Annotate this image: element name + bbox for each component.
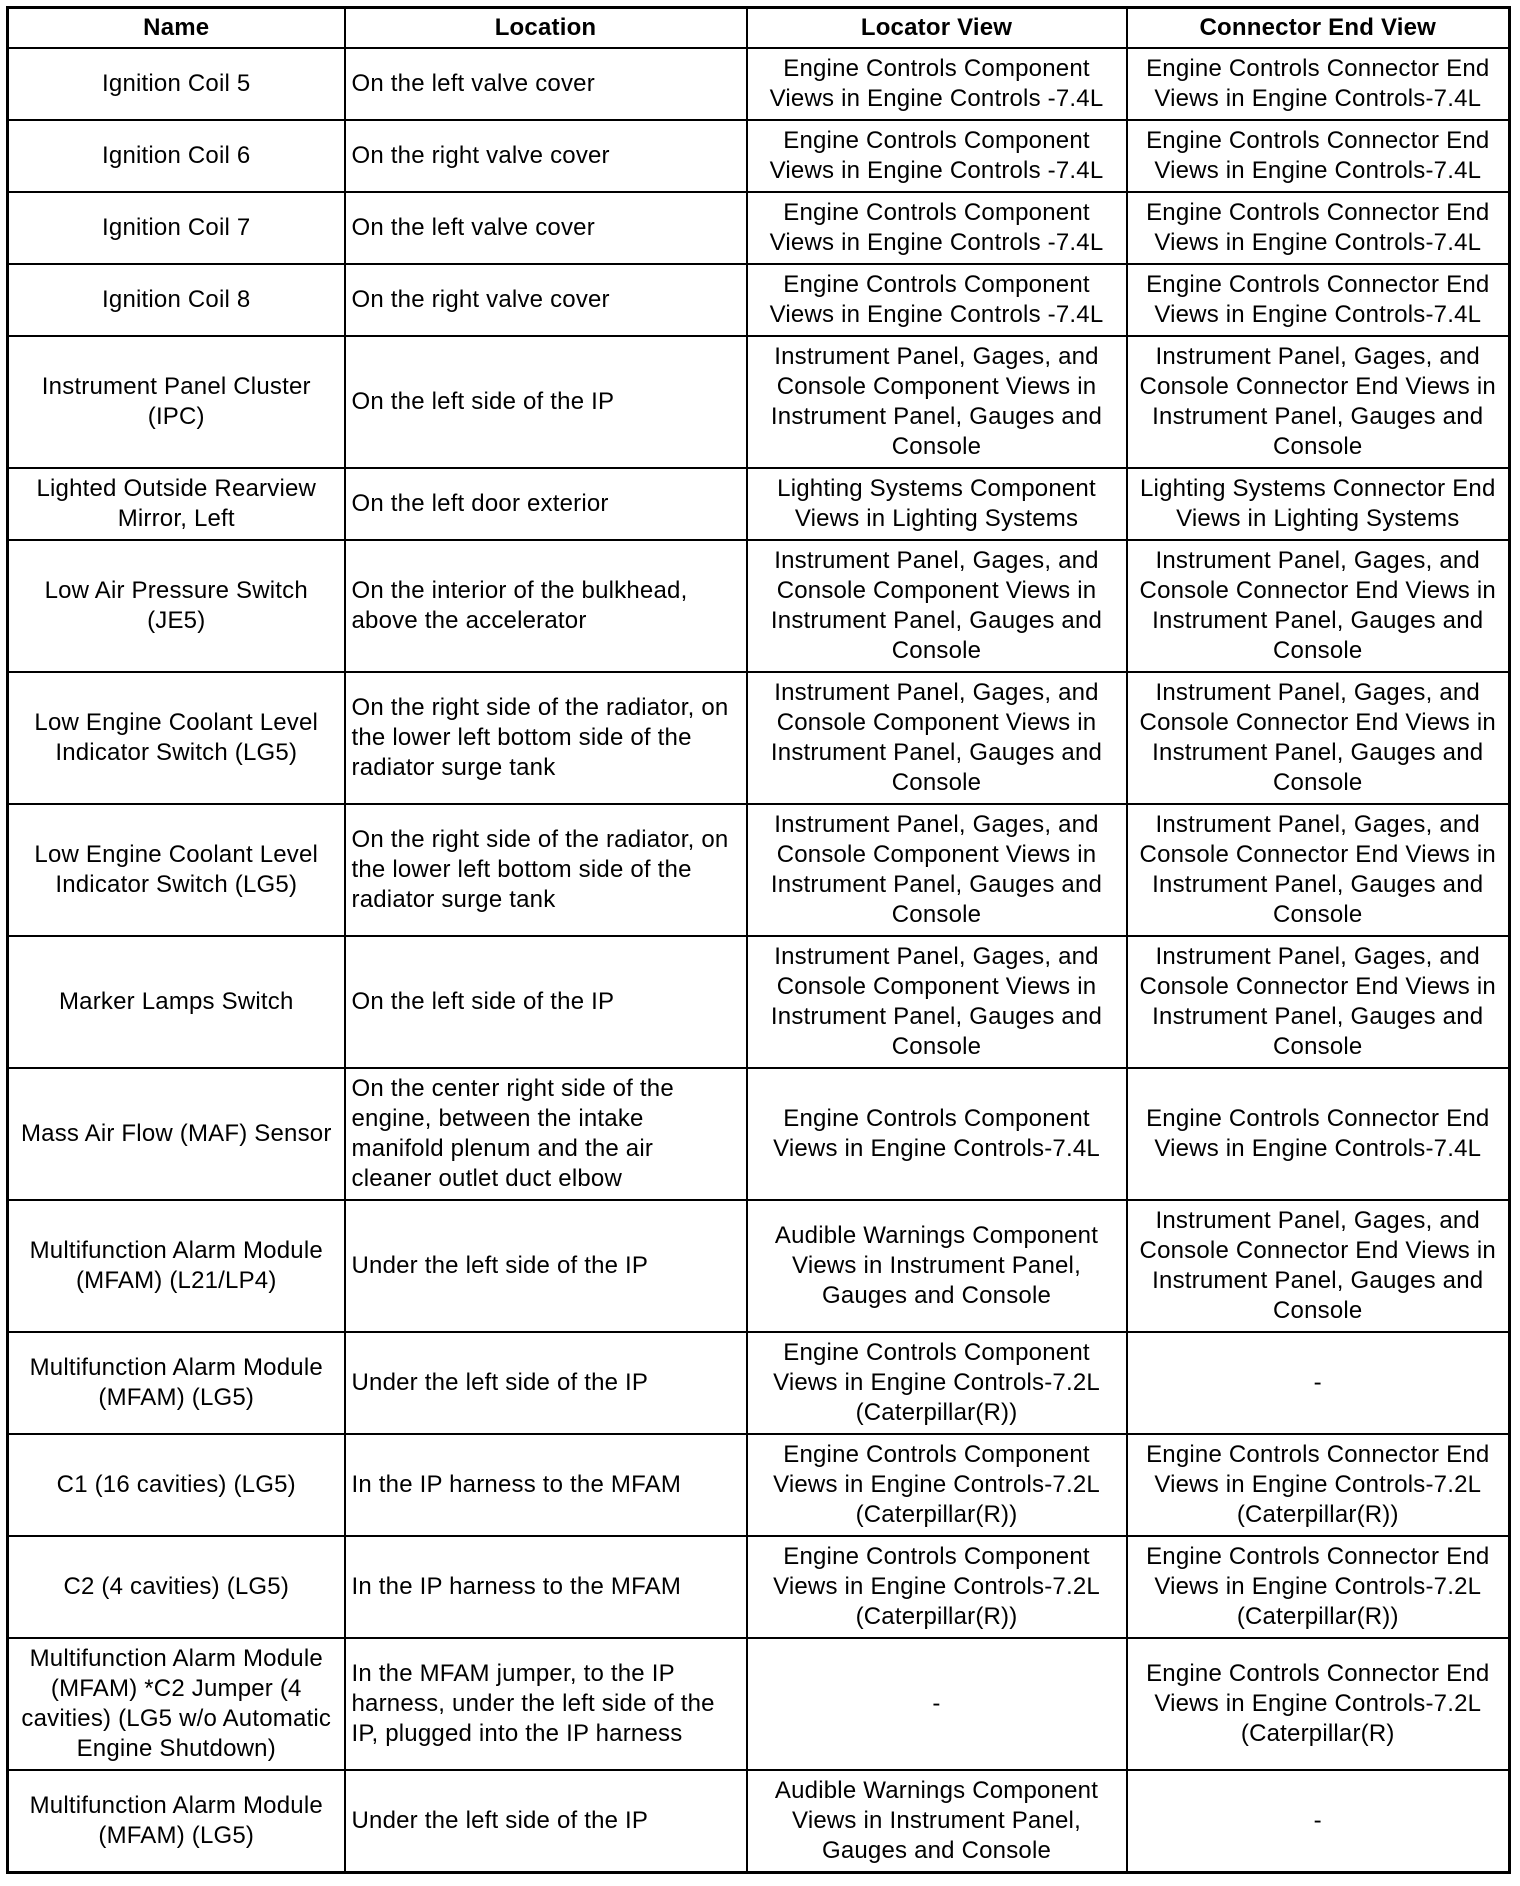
cell-connector-end-view: Instrument Panel, Gages, and Console Connector End Views in Instrument Panel, Gauges and Console bbox=[1127, 804, 1510, 936]
table-row bbox=[8, 1770, 1510, 1872]
cell-connector-end-view: Engine Controls Connector End Views in Engine Controls-7.2L (Caterpillar(R)) bbox=[1127, 1536, 1510, 1638]
cell-locator-view: Engine Controls Component Views in Engine Controls -7.4L bbox=[747, 192, 1127, 264]
table-row bbox=[8, 804, 1510, 936]
cell-connector-end-view: Instrument Panel, Gages, and Console Connector End Views in Instrument Panel, Gauges and Console bbox=[1127, 540, 1510, 672]
cell-connector-end-view: Lighting Systems Connector End Views in Lighting Systems bbox=[1127, 468, 1510, 540]
cell-name: Ignition Coil 7 bbox=[8, 192, 345, 264]
cell-location: On the interior of the bulkhead, above the accelerator bbox=[345, 540, 747, 672]
cell-connector-end-view: Engine Controls Connector End Views in Engine Controls-7.4L bbox=[1127, 48, 1510, 120]
cell-location: On the left valve cover bbox=[345, 48, 747, 120]
header-location: Location bbox=[345, 8, 747, 49]
cell-connector-end-view: Instrument Panel, Gages, and Console Connector End Views in Instrument Panel, Gauges and Console bbox=[1127, 936, 1510, 1068]
header-locator-view: Locator View bbox=[747, 8, 1127, 49]
table-row bbox=[8, 264, 1510, 336]
cell-name: Marker Lamps Switch bbox=[8, 936, 345, 1068]
cell-location: In the MFAM jumper, to the IP harness, under the left side of the IP, plugged into the IP harness bbox=[345, 1638, 747, 1770]
table-row bbox=[8, 336, 1510, 468]
cell-locator-view: Audible Warnings Component Views in Instrument Panel, Gauges and Console bbox=[747, 1200, 1127, 1332]
cell-location: On the right valve cover bbox=[345, 264, 747, 336]
cell-locator-view: - bbox=[747, 1638, 1127, 1770]
cell-locator-view: Engine Controls Component Views in Engine Controls -7.4L bbox=[747, 264, 1127, 336]
cell-locator-view: Instrument Panel, Gages, and Console Component Views in Instrument Panel, Gauges and Console bbox=[747, 672, 1127, 804]
table-row bbox=[8, 468, 1510, 540]
cell-locator-view: Engine Controls Component Views in Engine Controls-7.2L (Caterpillar(R)) bbox=[747, 1434, 1127, 1536]
header-connector-end-view: Connector End View bbox=[1127, 8, 1510, 49]
cell-name: Multifunction Alarm Module (MFAM) (LG5) bbox=[8, 1332, 345, 1434]
cell-location: On the right side of the radiator, on the lower left bottom side of the radiator surge tank bbox=[345, 804, 747, 936]
cell-locator-view: Engine Controls Component Views in Engine Controls -7.4L bbox=[747, 48, 1127, 120]
cell-connector-end-view: Engine Controls Connector End Views in Engine Controls-7.2L (Caterpillar(R) bbox=[1127, 1638, 1510, 1770]
cell-name: Multifunction Alarm Module (MFAM) (L21/LP4) bbox=[8, 1200, 345, 1332]
cell-locator-view: Engine Controls Component Views in Engine Controls-7.2L (Caterpillar(R)) bbox=[747, 1536, 1127, 1638]
component-locator-table bbox=[6, 6, 1511, 1874]
table-row bbox=[8, 120, 1510, 192]
table-row bbox=[8, 1200, 1510, 1332]
cell-location: On the left side of the IP bbox=[345, 936, 747, 1068]
cell-locator-view: Engine Controls Component Views in Engine Controls -7.4L bbox=[747, 120, 1127, 192]
cell-name: Ignition Coil 6 bbox=[8, 120, 345, 192]
cell-connector-end-view: - bbox=[1127, 1770, 1510, 1872]
cell-name: Multifunction Alarm Module (MFAM) *C2 Jumper (4 cavities) (LG5 w/o Automatic Engine Shutdown) bbox=[8, 1638, 345, 1770]
table-row bbox=[8, 1332, 1510, 1434]
table-row bbox=[8, 1638, 1510, 1770]
cell-location: On the left door exterior bbox=[345, 468, 747, 540]
cell-location: On the left valve cover bbox=[345, 192, 747, 264]
cell-location: In the IP harness to the MFAM bbox=[345, 1434, 747, 1536]
cell-location: Under the left side of the IP bbox=[345, 1332, 747, 1434]
cell-name: Instrument Panel Cluster (IPC) bbox=[8, 336, 345, 468]
cell-connector-end-view: Engine Controls Connector End Views in Engine Controls-7.4L bbox=[1127, 1068, 1510, 1200]
cell-connector-end-view: - bbox=[1127, 1332, 1510, 1434]
cell-connector-end-view: Engine Controls Connector End Views in Engine Controls-7.4L bbox=[1127, 192, 1510, 264]
cell-connector-end-view: Engine Controls Connector End Views in Engine Controls-7.2L (Caterpillar(R)) bbox=[1127, 1434, 1510, 1536]
table-row bbox=[8, 672, 1510, 804]
cell-name: Low Air Pressure Switch (JE5) bbox=[8, 540, 345, 672]
table-row bbox=[8, 1536, 1510, 1638]
cell-connector-end-view: Instrument Panel, Gages, and Console Connector End Views in Instrument Panel, Gauges and Console bbox=[1127, 672, 1510, 804]
cell-locator-view: Engine Controls Component Views in Engine Controls-7.2L (Caterpillar(R)) bbox=[747, 1332, 1127, 1434]
cell-name: Ignition Coil 8 bbox=[8, 264, 345, 336]
table-row bbox=[8, 1434, 1510, 1536]
table-row bbox=[8, 1068, 1510, 1200]
cell-name: Low Engine Coolant Level Indicator Switch (LG5) bbox=[8, 672, 345, 804]
cell-connector-end-view: Engine Controls Connector End Views in Engine Controls-7.4L bbox=[1127, 120, 1510, 192]
table-row bbox=[8, 192, 1510, 264]
cell-name: Ignition Coil 5 bbox=[8, 48, 345, 120]
cell-locator-view: Audible Warnings Component Views in Instrument Panel, Gauges and Console bbox=[747, 1770, 1127, 1872]
cell-name: Multifunction Alarm Module (MFAM) (LG5) bbox=[8, 1770, 345, 1872]
table-row bbox=[8, 48, 1510, 120]
cell-location: Under the left side of the IP bbox=[345, 1770, 747, 1872]
table-row bbox=[8, 936, 1510, 1068]
cell-locator-view: Instrument Panel, Gages, and Console Component Views in Instrument Panel, Gauges and Console bbox=[747, 336, 1127, 468]
cell-name: C1 (16 cavities) (LG5) bbox=[8, 1434, 345, 1536]
cell-locator-view: Instrument Panel, Gages, and Console Component Views in Instrument Panel, Gauges and Console bbox=[747, 804, 1127, 936]
cell-location: In the IP harness to the MFAM bbox=[345, 1536, 747, 1638]
table-header-row bbox=[8, 8, 1510, 49]
cell-location: On the right side of the radiator, on the lower left bottom side of the radiator surge tank bbox=[345, 672, 747, 804]
cell-connector-end-view: Instrument Panel, Gages, and Console Connector End Views in Instrument Panel, Gauges and Console bbox=[1127, 336, 1510, 468]
cell-locator-view: Instrument Panel, Gages, and Console Component Views in Instrument Panel, Gauges and Console bbox=[747, 936, 1127, 1068]
cell-locator-view: Engine Controls Component Views in Engine Controls-7.4L bbox=[747, 1068, 1127, 1200]
cell-location: Under the left side of the IP bbox=[345, 1200, 747, 1332]
cell-name: C2 (4 cavities) (LG5) bbox=[8, 1536, 345, 1638]
header-name: Name bbox=[8, 8, 345, 49]
cell-locator-view: Instrument Panel, Gages, and Console Component Views in Instrument Panel, Gauges and Console bbox=[747, 540, 1127, 672]
cell-location: On the right valve cover bbox=[345, 120, 747, 192]
cell-connector-end-view: Instrument Panel, Gages, and Console Connector End Views in Instrument Panel, Gauges and Console bbox=[1127, 1200, 1510, 1332]
cell-location: On the left side of the IP bbox=[345, 336, 747, 468]
cell-name: Mass Air Flow (MAF) Sensor bbox=[8, 1068, 345, 1200]
cell-locator-view: Lighting Systems Component Views in Lighting Systems bbox=[747, 468, 1127, 540]
cell-location: On the center right side of the engine, between the intake manifold plenum and the air cleaner outlet duct elbow bbox=[345, 1068, 747, 1200]
cell-connector-end-view: Engine Controls Connector End Views in Engine Controls-7.4L bbox=[1127, 264, 1510, 336]
cell-name: Lighted Outside Rearview Mirror, Left bbox=[8, 468, 345, 540]
table-row bbox=[8, 540, 1510, 672]
cell-name: Low Engine Coolant Level Indicator Switch (LG5) bbox=[8, 804, 345, 936]
